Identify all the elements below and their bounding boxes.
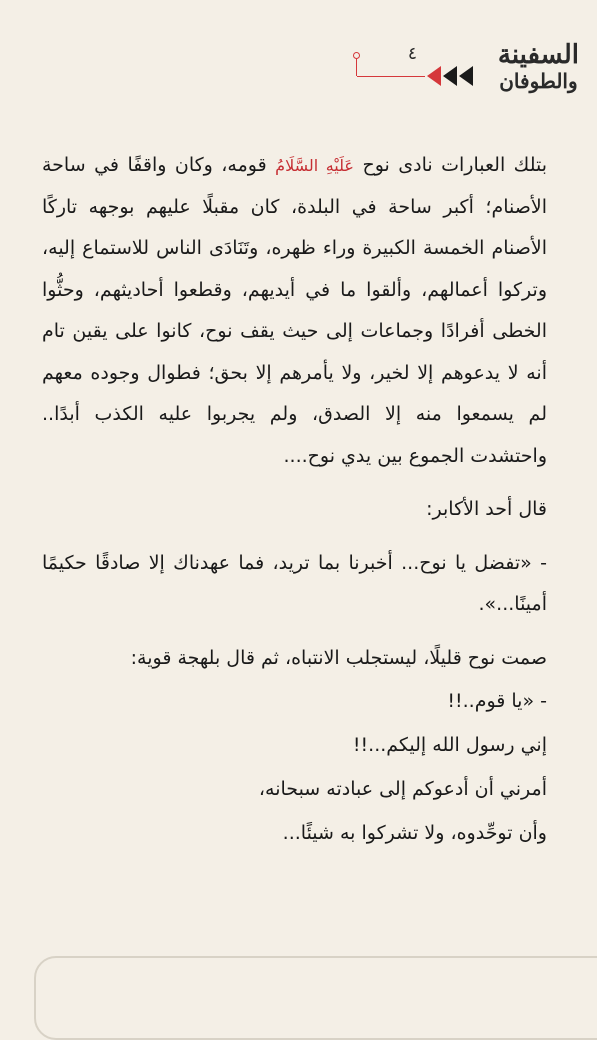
speech-line-1: - «يا قوم..!! xyxy=(447,690,547,712)
book-logo xyxy=(498,40,579,96)
page-edge xyxy=(34,956,597,1040)
paragraph-1 xyxy=(42,145,547,477)
logo-subtitle: والطوفان xyxy=(499,69,578,93)
speech-line-4: وأن توحِّدوه، ولا تشركوا به شيئًا... xyxy=(282,822,547,844)
double-arrow-icon xyxy=(427,64,475,88)
page-header xyxy=(319,40,579,110)
paragraph-3: - «تفضل يا نوح... أخبرنا بما تريد، فما عهدناك إلا صادقًا حكيمًا أمينًا...». xyxy=(42,551,547,615)
logo-title: السفينة xyxy=(497,40,579,70)
honorific-phrase: عَلَيْهِ السَّلَامُ xyxy=(275,156,354,175)
page-number: ٤ xyxy=(407,44,417,64)
header-rule xyxy=(357,76,425,77)
header-bullet-icon xyxy=(353,52,360,59)
speech-line-2: إني رسول الله إليكم...!! xyxy=(352,734,547,756)
speech-line-3: أمرني أن أدعوكم إلى عبادته سبحانه، xyxy=(258,778,547,800)
paragraph-1-start: بتلك العبارات نادى نوح xyxy=(362,154,548,176)
header-rule-vertical xyxy=(356,58,357,76)
paragraph-1-rest: قومه، وكان واقفًا في ساحة الأصنام؛ أكبر ساحة في البلدة، كان مقبلًا عليهم بوجهه تاركًا الأصنام الخمسة الكبيرة وراء ظهره، وتَنَادَى الناس للاستماع إليه، وتركوا أعمالهم، وألقوا ما في أيديهم، وقطعوا أحاديثهم، وحثُّوا الخطى أفرادًا وجماعات إلى حيث يقف نوح، كانوا على يقين تام أنه لا يدعوهم إلا لخير، ولا يأمرهم إلا بحق؛ فطوال وجوده معهم لم يسمعوا منه إلا الصدق، ولم يجربوا عليه الكذب أبدًا.. واحتشدت الجموع بين يدي نوح.... xyxy=(42,154,547,467)
body-text xyxy=(42,145,547,855)
paragraph-4: صمت نوح قليلًا، ليستجلب الانتباه، ثم قال بلهجة قوية: xyxy=(130,646,547,669)
paragraph-2: قال أحد الأكابر: xyxy=(426,498,547,520)
